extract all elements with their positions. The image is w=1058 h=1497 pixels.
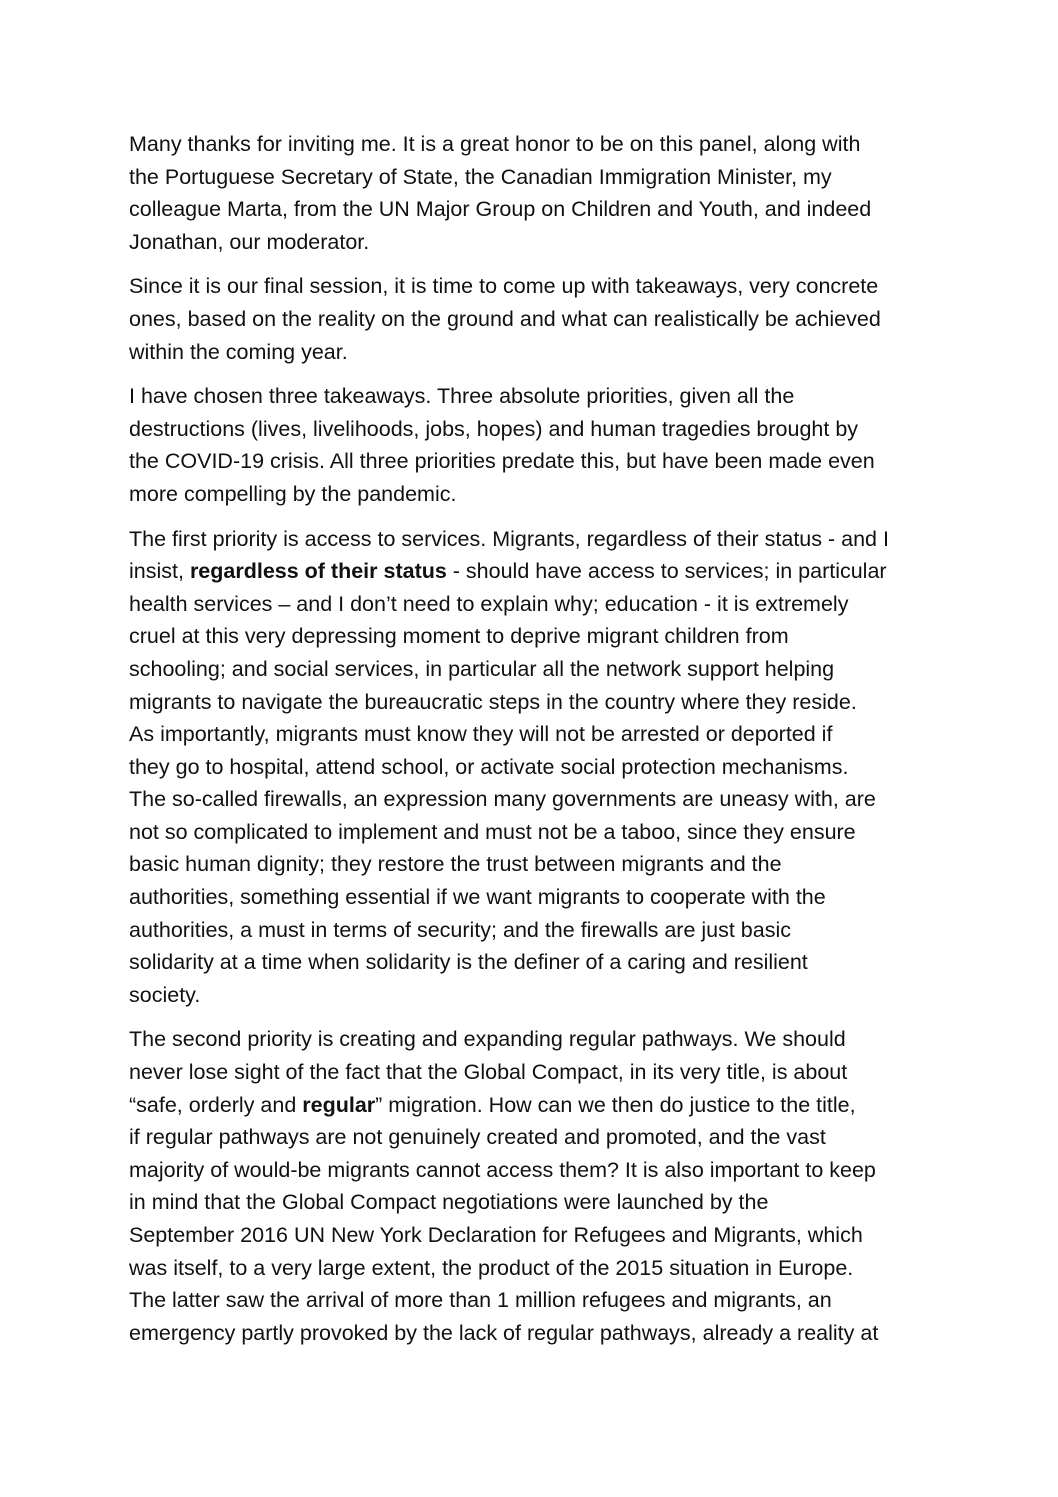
text-line: society. xyxy=(129,982,201,1007)
text-line: The second priority is creating and expanding regular pathways. We should xyxy=(129,1027,846,1052)
text-line: I have chosen three takeaways. Three absolute priorities, given all the xyxy=(129,384,795,409)
document-body xyxy=(129,128,949,1361)
text-line: not so complicated to implement and must not be a taboo, since they ensure xyxy=(129,819,856,844)
paragraph-first-priority xyxy=(129,523,949,1012)
text-run: ” migration. How can we then do justice to the title, xyxy=(375,1092,856,1117)
text-line: schooling; and social services, in particular all the network support helping xyxy=(129,656,835,681)
text-line: The so-called firewalls, an expression many governments are uneasy with, are xyxy=(129,787,876,812)
text-line: in mind that the Global Compact negotiations were launched by the xyxy=(129,1190,769,1215)
text-line: colleague Marta, from the UN Major Group on Children and Youth, and indeed xyxy=(129,197,872,222)
text-line: authorities, something essential if we want migrants to cooperate with the xyxy=(129,885,826,910)
text-run: insist, xyxy=(129,559,190,584)
text-line: Since it is our final session, it is time to come up with takeaways, very concrete xyxy=(129,274,879,299)
text-line: emergency partly provoked by the lack of regular pathways, already a reality at xyxy=(129,1320,879,1345)
text-line: if regular pathways are not genuinely created and promoted, and the vast xyxy=(129,1125,826,1150)
text-line: majority of would-be migrants cannot access them? It is also important to keep xyxy=(129,1157,876,1182)
text-line: As importantly, migrants must know they will not be arrested or deported if xyxy=(129,722,833,747)
text-line xyxy=(129,1089,949,1122)
text-run: - should have access to services; in particular xyxy=(446,559,887,584)
text-line: the Portuguese Secretary of State, the Canadian Immigration Minister, my xyxy=(129,164,832,189)
text-line: cruel at this very depressing moment to deprive migrant children from xyxy=(129,624,789,649)
text-line: within the coming year. xyxy=(129,339,348,364)
paragraph-second-priority xyxy=(129,1023,949,1349)
text-line: migrants to navigate the bureaucratic steps in the country where they reside. xyxy=(129,689,857,714)
text-line: destructions (lives, livelihoods, jobs, hopes) and human tragedies brought by xyxy=(129,416,859,441)
text-line: September 2016 UN New York Declaration for Refugees and Migrants, which xyxy=(129,1223,863,1247)
text-line: never lose sight of the fact that the Global Compact, in its very title, is about xyxy=(129,1060,848,1085)
text-line: The latter saw the arrival of more than 1 million refugees and migrants, an xyxy=(129,1288,832,1313)
text-line: Many thanks for inviting me. It is a great honor to be on this panel, along with xyxy=(129,132,861,156)
bold-emphasis: regardless of their status xyxy=(189,559,447,584)
text-line: Jonathan, our moderator. xyxy=(129,229,370,254)
text-run: “safe, orderly and xyxy=(129,1092,303,1117)
text-line: the COVID-19 crisis. All three priorities predate this, but have been made even xyxy=(129,449,875,474)
text-line: ones, based on the reality on the ground and what can realistically be achieved xyxy=(129,306,881,331)
text-line: The first priority is access to services. Migrants, regardless of their status - and I xyxy=(129,526,889,551)
text-line: authorities, a must in terms of security; and the firewalls are just basic xyxy=(129,917,791,942)
text-line: basic human dignity; they restore the trust between migrants and the xyxy=(129,852,782,877)
bold-emphasis: regular xyxy=(302,1092,376,1117)
text-line: they go to hospital, attend school, or activate social protection mechanisms. xyxy=(129,754,849,779)
paragraph-final-session xyxy=(129,270,949,368)
text-line: more compelling by the pandemic. xyxy=(129,481,457,506)
paragraph-three-takeaways xyxy=(129,380,949,510)
text-line: health services – and I don’t need to explain why; education - it is extremely xyxy=(129,591,849,616)
text-line xyxy=(129,555,949,588)
paragraph-intro xyxy=(129,128,949,258)
text-line: solidarity at a time when solidarity is the definer of a caring and resilient xyxy=(129,950,808,975)
text-line: was itself, to a very large extent, the product of the 2015 situation in Europe. xyxy=(129,1255,854,1280)
